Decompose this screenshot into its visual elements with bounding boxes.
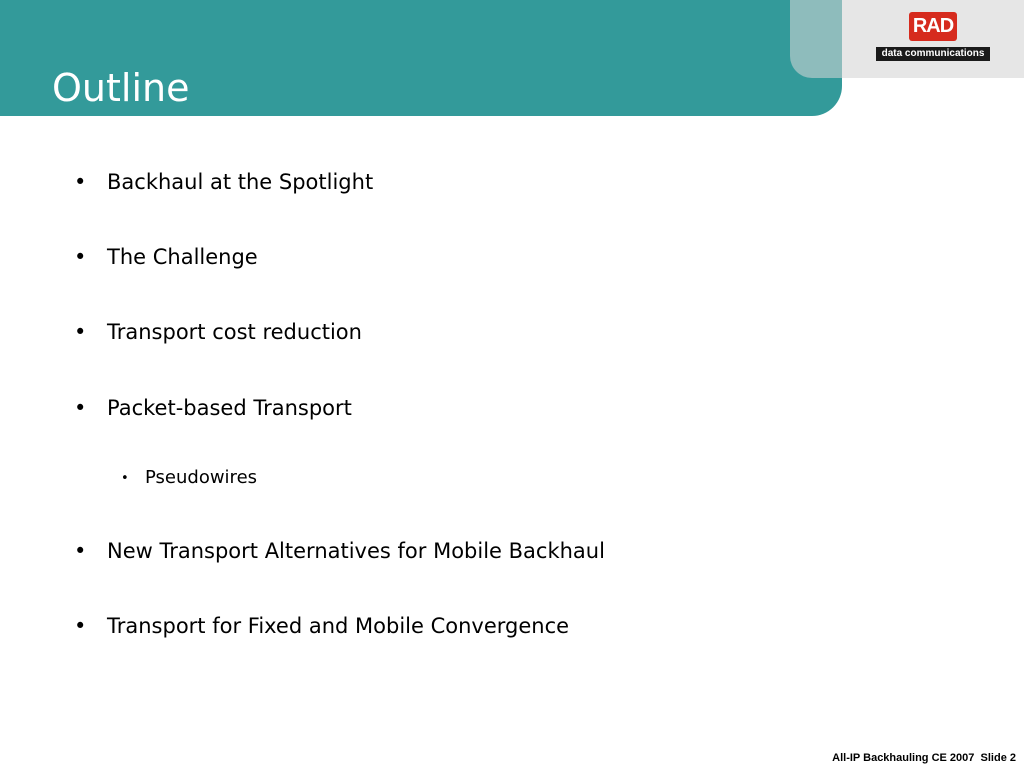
outline-item-text: The Challenge <box>107 245 258 269</box>
footer-label: All-IP Backhauling CE 2007 <box>832 752 975 764</box>
bullet-icon: • <box>74 320 87 344</box>
slide-footer <box>832 751 1016 765</box>
bullet-icon: • <box>74 396 87 420</box>
outline-subitem-text: Pseudowires <box>145 467 258 488</box>
slide-title: Outline <box>52 66 190 110</box>
outline-item-text: Transport cost reduction <box>107 320 362 344</box>
outline-item-text: Backhaul at the Spotlight <box>107 170 374 194</box>
logo-mark: RAD <box>909 12 957 41</box>
slide-number: Slide 2 <box>980 752 1016 764</box>
outline-item-text: New Transport Alternatives for Mobile Backhaul <box>107 539 605 563</box>
outline-item-text: Transport for Fixed and Mobile Convergence <box>107 614 570 638</box>
bullet-icon: • <box>74 170 87 194</box>
bullet-icon: • <box>121 471 129 486</box>
bullet-icon: • <box>74 614 87 638</box>
bullet-icon: • <box>74 245 87 269</box>
bullet-icon: • <box>74 539 87 563</box>
outline-item-text: Packet-based Transport <box>107 396 352 420</box>
logo-tagline: data communications <box>876 47 990 61</box>
